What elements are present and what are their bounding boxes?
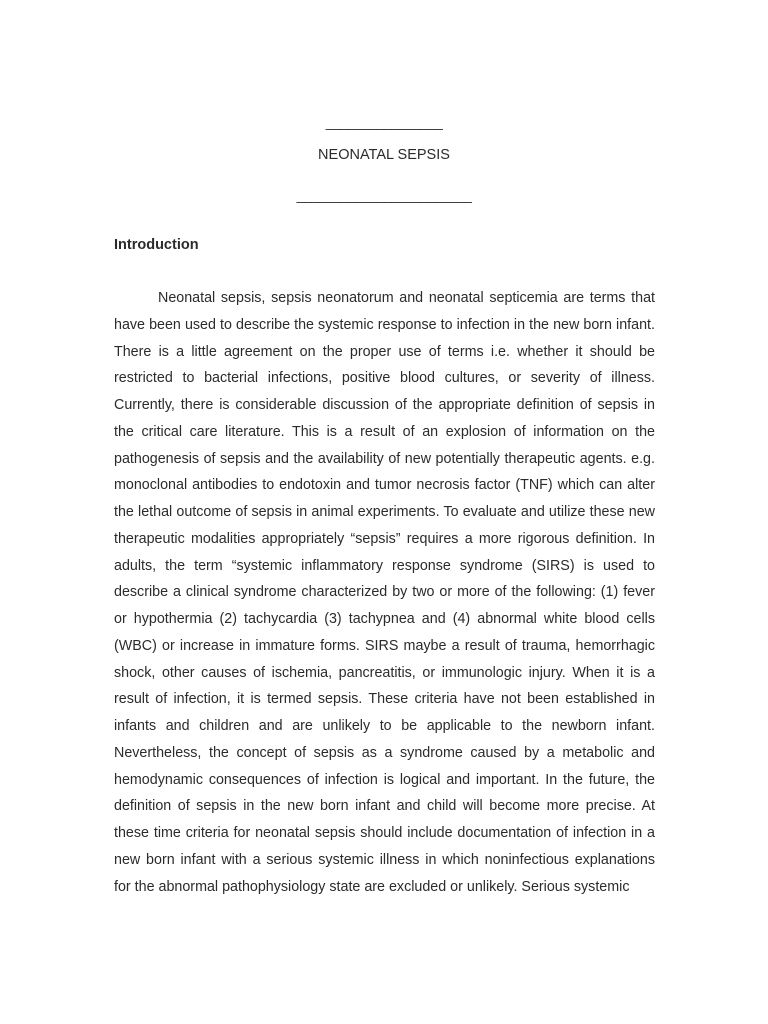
section-heading: Introduction — [114, 237, 199, 253]
title-rule-top: ________________ — [325, 114, 443, 130]
document-title: NEONATAL SEPSIS — [318, 147, 450, 163]
body-paragraph: Neonatal sepsis, sepsis neonatorum and neonatal septicemia are terms that have been used to describe the systemic response to infection in the new born infant. There is a little agreement on the proper use of terms i.e. whether it should be restricted to bacterial infections, positive blood cultures, or severity of illness. Currently, there is considerable discussion of the appropriate definition of sepsis in the critical care literature. This is a result of an explosion of information on the pathogenesis of sepsis and the availability of new potentially therapeutic agents. e.g. monoclonal antibodies to endotoxin and tumor necrosis factor (TNF) which can alter the lethal outcome of sepsis in animal experiments. To evaluate and utilize these new therapeutic modalities appropriately “sepsis” requires a more rigorous definition. In adults, the term “systemic inflammatory response syndrome (SIRS) is used to describe a clinical syndrome characterized by two or more of the following: (1) fever or hypothermia (2) tachycardia (3) tachypnea and (4) abnormal white blood cells (WBC) or increase in immature forms. SIRS maybe a result of trauma, hemorrhagic shock, other causes of ischemia, pancreatitis, or immunologic injury. When it is a result of infection, it is termed sepsis. These criteria have not been established in infants and children and are unlikely to be applicable to the newborn infant. Nevertheless, the concept of sepsis as a syndrome caused by a metabolic and hemodynamic consequences of infection is logical and important. In the future, the definition of sepsis in the new born infant and child will become more precise. At these time criteria for neonatal sepsis should include documentation of infection in a new born infant with a serious systemic illness in which noninfectious explanations for the abnormal pathophysiology state are excluded or unlikely. Serious systemic — [114, 290, 655, 895]
title-rule-bottom: ________________________ — [296, 187, 472, 203]
